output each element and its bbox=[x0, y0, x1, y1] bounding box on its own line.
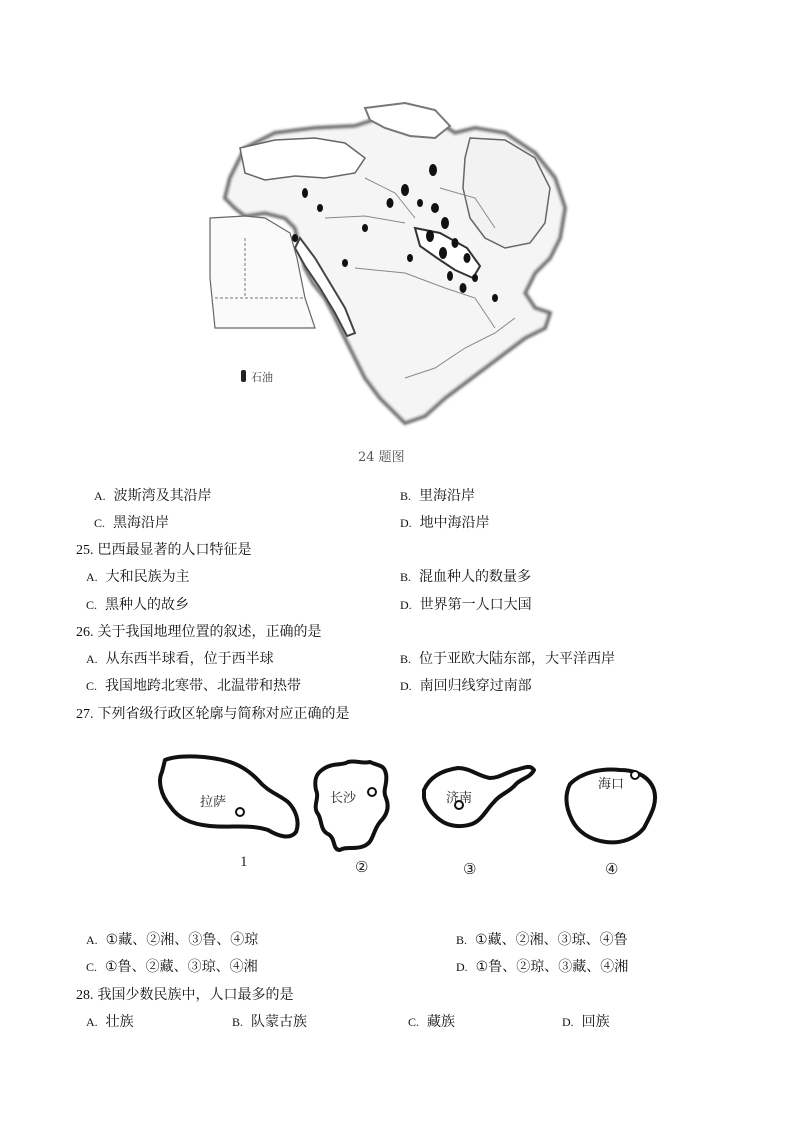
option-letter: D. bbox=[456, 960, 468, 974]
option-letter: C. bbox=[86, 679, 98, 693]
haikou-dot bbox=[631, 771, 639, 779]
map-drawing bbox=[205, 98, 575, 438]
option-letter: B. bbox=[232, 1015, 244, 1029]
option-text: 藏族 bbox=[427, 1014, 456, 1030]
legend-oil-label: 石油 bbox=[251, 371, 273, 384]
q24-option-c bbox=[94, 512, 169, 532]
shape-label-3: ③ bbox=[463, 862, 477, 878]
q28-option-a bbox=[86, 1011, 134, 1031]
q27-option-a bbox=[86, 929, 258, 949]
shape-label-1: 1 bbox=[240, 854, 248, 870]
option-text: ①鲁、②藏、③琼、④湘 bbox=[105, 959, 258, 975]
haikou-label: 海口 bbox=[598, 777, 625, 792]
option-text: ①藏、②湘、③鲁、④琼 bbox=[105, 932, 259, 948]
option-letter: B. bbox=[400, 570, 412, 584]
option-text: 黑海沿岸 bbox=[113, 515, 170, 531]
option-letter: D. bbox=[400, 679, 412, 693]
option-letter: A. bbox=[94, 489, 106, 503]
option-text: 从东西半球看，位于西半球 bbox=[105, 651, 274, 667]
question-number: 27. bbox=[76, 707, 94, 722]
q24-option-b bbox=[400, 485, 475, 505]
option-text: 里海沿岸 bbox=[419, 488, 476, 504]
province-outlines bbox=[150, 750, 670, 890]
q25-option-a bbox=[86, 566, 190, 586]
province-outline-figure bbox=[150, 750, 670, 890]
option-letter: C. bbox=[86, 598, 98, 612]
question-number: 26. bbox=[76, 625, 94, 640]
q27-option-b bbox=[456, 929, 628, 949]
option-letter: A. bbox=[86, 652, 98, 666]
q26-option-a bbox=[86, 648, 274, 668]
option-text: 世界第一人口大国 bbox=[419, 597, 532, 613]
q24-option-a bbox=[94, 485, 212, 505]
option-text: ①藏、②湘、③琼、④鲁 bbox=[475, 932, 628, 948]
q26-stem bbox=[76, 621, 322, 641]
option-text: 壮族 bbox=[105, 1014, 134, 1030]
shape-label-4: ④ bbox=[605, 862, 619, 878]
question-text: 下列省级行政区轮廓与简称对应正确的是 bbox=[97, 706, 350, 722]
option-text: 南回归线穿过南部 bbox=[419, 678, 532, 694]
changsha-dot bbox=[368, 788, 376, 796]
option-letter: C. bbox=[86, 960, 98, 974]
option-letter: B. bbox=[456, 933, 468, 947]
option-letter: D. bbox=[400, 516, 412, 530]
option-letter: D. bbox=[562, 1015, 574, 1029]
question-number: 25. bbox=[76, 543, 94, 558]
middle-east-oil-map bbox=[205, 98, 575, 438]
q26-option-d bbox=[400, 675, 532, 695]
option-text: 大和民族为主 bbox=[105, 569, 190, 585]
option-text: 位于亚欧大陆东部，大平洋西岸 bbox=[419, 651, 616, 667]
q28-stem bbox=[76, 984, 294, 1004]
option-letter: C. bbox=[94, 516, 106, 530]
q28-option-c bbox=[408, 1011, 455, 1031]
q28-option-d bbox=[562, 1011, 610, 1031]
q27-option-c bbox=[86, 956, 258, 976]
legend-oil-icon bbox=[241, 370, 246, 382]
option-text: 回族 bbox=[581, 1014, 610, 1030]
q25-option-b bbox=[400, 566, 531, 586]
q26-option-b bbox=[400, 648, 615, 668]
tibet-outline bbox=[160, 756, 298, 836]
lhasa-dot bbox=[236, 808, 244, 816]
option-text: ①鲁、②琼、③藏、④湘 bbox=[475, 959, 629, 975]
shandong-outline bbox=[424, 767, 534, 826]
lhasa-label: 拉萨 bbox=[200, 795, 227, 810]
question-text: 巴西最显著的人口特征是 bbox=[97, 542, 252, 558]
option-letter: A. bbox=[86, 933, 98, 947]
q25-option-d bbox=[400, 594, 532, 614]
option-letter: D. bbox=[400, 598, 412, 612]
question-number: 28. bbox=[76, 988, 94, 1003]
question-text: 关于我国地理位置的叙述，正确的是 bbox=[97, 624, 322, 640]
option-text: 波斯湾及其沿岸 bbox=[113, 488, 212, 504]
q27-option-d bbox=[456, 956, 628, 976]
option-text: 黑种人的故乡 bbox=[105, 597, 190, 613]
option-text: 地中海沿岸 bbox=[419, 515, 490, 531]
option-text: 我国地跨北寒带、北温带和热带 bbox=[105, 678, 302, 694]
shape-label-2: ② bbox=[355, 860, 369, 876]
jinan-label: 济南 bbox=[446, 791, 473, 806]
q27-stem bbox=[76, 703, 350, 723]
q25-option-c bbox=[86, 594, 189, 614]
option-letter: B. bbox=[400, 652, 412, 666]
q25-stem bbox=[76, 539, 252, 559]
option-text: 混血种人的数量多 bbox=[419, 569, 532, 585]
option-letter: C. bbox=[408, 1015, 420, 1029]
option-letter: B. bbox=[400, 489, 412, 503]
q24-option-d bbox=[400, 512, 490, 532]
option-letter: A. bbox=[86, 1015, 98, 1029]
q28-option-b bbox=[232, 1011, 307, 1031]
figure-24-caption: 24 题图 bbox=[358, 450, 405, 465]
option-text: 队蒙古族 bbox=[251, 1014, 308, 1030]
changsha-label: 长沙 bbox=[330, 791, 357, 806]
option-letter: A. bbox=[86, 570, 98, 584]
question-text: 我国少数民族中，人口最多的是 bbox=[97, 987, 294, 1003]
q26-option-c bbox=[86, 675, 301, 695]
